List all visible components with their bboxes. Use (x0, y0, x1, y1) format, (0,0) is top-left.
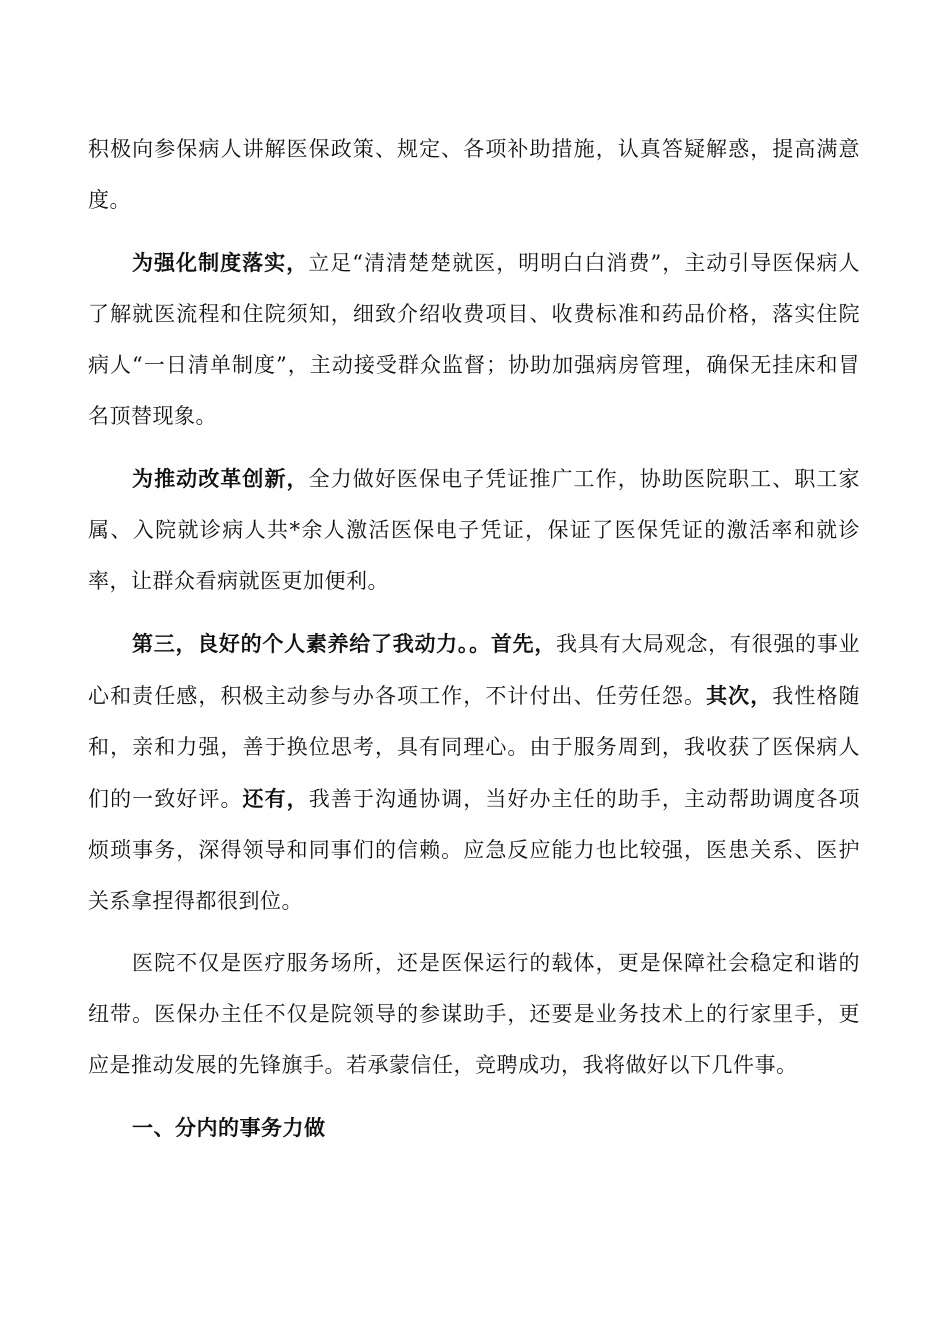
paragraph-3-lead-c: 还有， (242, 786, 309, 811)
paragraph-2-lead: 为推动改革创新， (132, 466, 309, 491)
paragraph-0 (88, 124, 860, 226)
paragraph-3 (88, 618, 860, 927)
document-page (88, 124, 860, 1153)
paragraph-3-lead: 第三，良好的个人素养给了我动力。。首先， (132, 631, 557, 656)
paragraph-3-text-a: 我具有大局观念，有很强的事业心和责任感，积极主动参与办各项工作，不计付出、任劳任怨。 (88, 632, 861, 708)
paragraph-0-text: 积极向参保病人讲解医保政策、规定、各项补助措施，认真答疑解惑，提高满意度。 (88, 137, 860, 212)
paragraph-1 (88, 237, 860, 442)
paragraph-2-text: 全力做好医保电子凭证推广工作，协助医院职工、职工家属、入院就诊病人共*余人激活医保电子凭证，保证了医保凭证的激活率和就诊率，让群众看病就医更加便利。 (88, 467, 860, 593)
paragraph-4 (88, 938, 860, 1091)
paragraph-2 (88, 453, 860, 607)
paragraph-3-text-b: 我性格随和，亲和力强，善于换位思考，具有同理心。由于服务周到，我收获了医保病人们的一致好评。 (88, 684, 861, 811)
paragraph-3-lead-b: 其次， (706, 683, 773, 708)
section-heading: 一、分内的事务力做 (132, 1115, 326, 1140)
paragraph-4-text: 医院不仅是医疗服务场所，还是医保运行的载体，更是保障社会稳定和谐的纽带。医保办主任不仅是院领导的参谋助手，还要是业务技术上的行家里手，更应是推动发展的先锋旗手。若承蒙信任，竞聘成功，我将做好以下几件事。 (88, 951, 860, 1077)
paragraph-1-text: 立足“清清楚楚就医，明明白白消费”，主动引导医保病人了解就医流程和住院须知，细致介绍收费项目、收费标准和药品价格，落实住院病人“一日清单制度”，主动接受群众监督；协助加强病房管理，确保无挂床和冒名顶替现象。 (88, 251, 860, 428)
paragraph-3-text-c: 我善于沟通协调，当好办主任的助手，主动帮助调度各项烦琐事务，深得领导和同事们的信赖。应急反应能力也比较强，医患关系、医护关系拿捏得都很到位。 (88, 787, 861, 913)
paragraph-1-lead: 为强化制度落实， (132, 250, 309, 275)
